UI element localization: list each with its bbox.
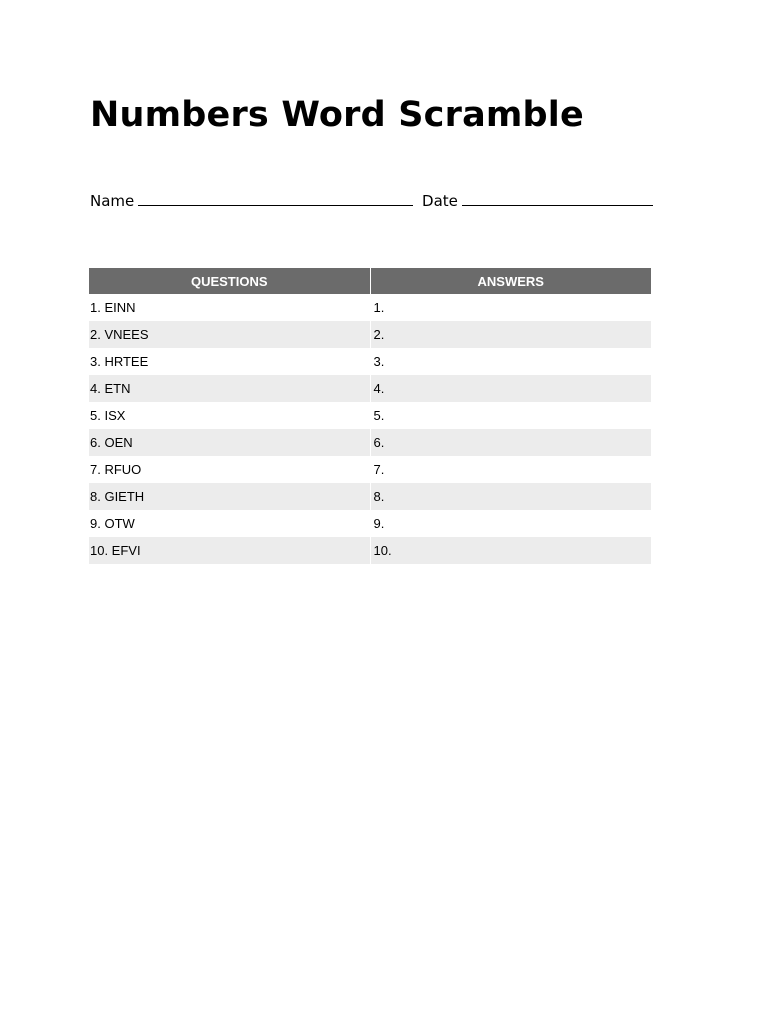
answer-cell[interactable]: 1. xyxy=(370,294,651,321)
answer-cell[interactable]: 2. xyxy=(370,321,651,348)
table-row xyxy=(89,483,651,510)
question-cell: 8. GIETH xyxy=(89,483,370,510)
date-blank-line[interactable] xyxy=(462,191,653,206)
page-title: Numbers Word Scramble xyxy=(90,95,584,135)
question-cell: 5. ISX xyxy=(89,402,370,429)
answer-cell[interactable]: 3. xyxy=(370,348,651,375)
table-row xyxy=(89,537,651,564)
answer-cell[interactable]: 7. xyxy=(370,456,651,483)
answer-cell[interactable]: 4. xyxy=(370,375,651,402)
answer-cell[interactable]: 5. xyxy=(370,402,651,429)
questions-header: QUESTIONS xyxy=(89,268,370,294)
table-row xyxy=(89,456,651,483)
answer-cell[interactable]: 9. xyxy=(370,510,651,537)
date-label: Date xyxy=(422,192,458,210)
answer-cell[interactable]: 8. xyxy=(370,483,651,510)
table-row xyxy=(89,375,651,402)
question-cell: 6. OEN xyxy=(89,429,370,456)
question-cell: 2. VNEES xyxy=(89,321,370,348)
question-cell: 4. ETN xyxy=(89,375,370,402)
question-cell: 7. RFUO xyxy=(89,456,370,483)
name-blank-line[interactable] xyxy=(138,191,413,206)
question-cell: 1. EINN xyxy=(89,294,370,321)
question-cell: 10. EFVI xyxy=(89,537,370,564)
answer-cell[interactable]: 10. xyxy=(370,537,651,564)
answer-cell[interactable]: 6. xyxy=(370,429,651,456)
scramble-table xyxy=(89,268,651,564)
table-row xyxy=(89,348,651,375)
answers-header: ANSWERS xyxy=(370,268,651,294)
name-label: Name xyxy=(90,192,135,210)
table-row xyxy=(89,402,651,429)
table-header-row xyxy=(89,268,651,294)
table-row xyxy=(89,429,651,456)
table-row xyxy=(89,510,651,537)
question-cell: 3. HRTEE xyxy=(89,348,370,375)
question-cell: 9. OTW xyxy=(89,510,370,537)
table-row xyxy=(89,294,651,321)
table-row xyxy=(89,321,651,348)
name-date-line xyxy=(90,190,657,212)
